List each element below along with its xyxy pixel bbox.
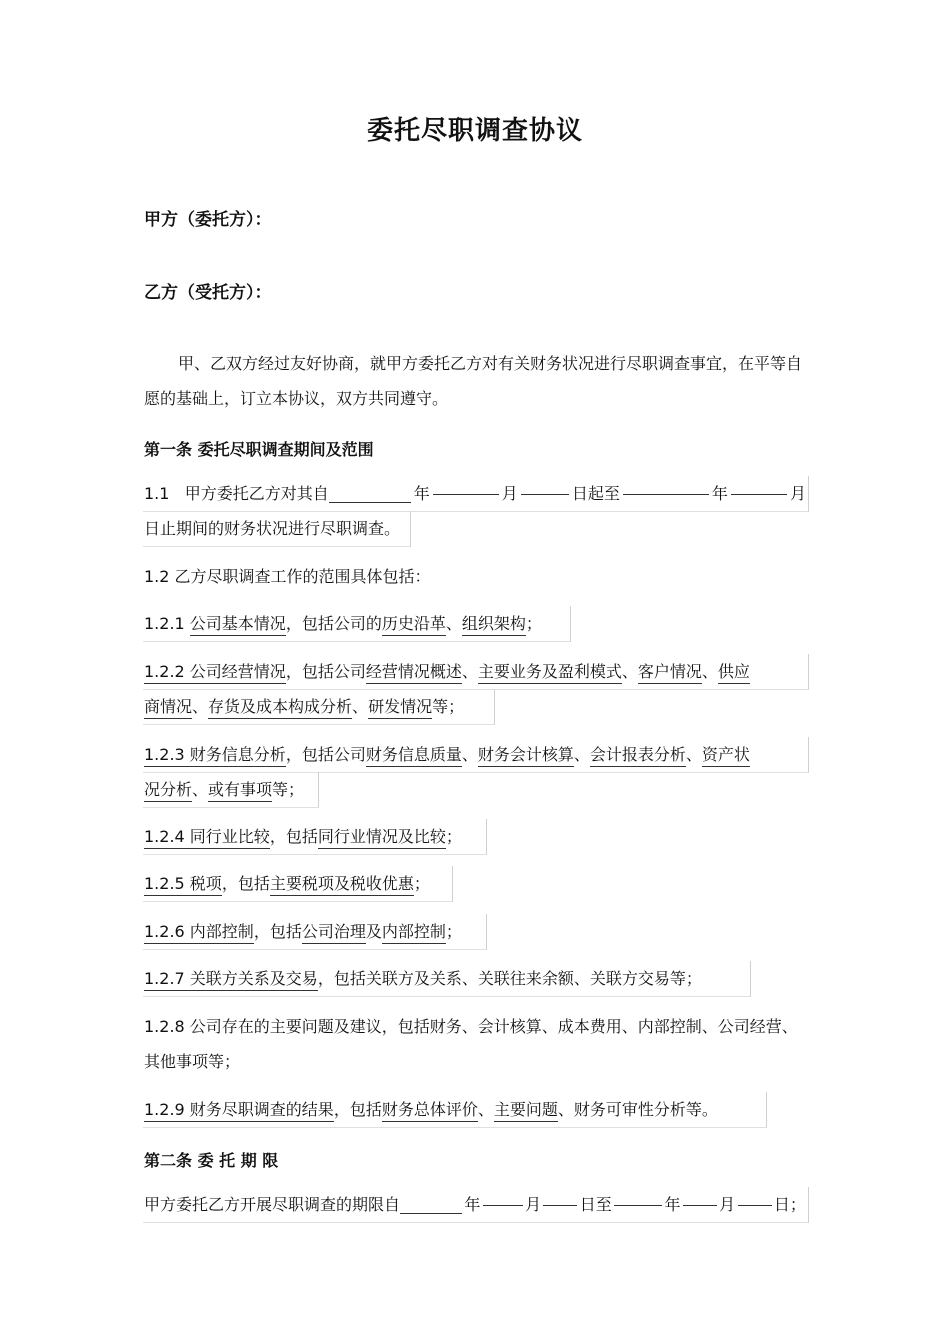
clause-1-1-line2: 日止期间的财务状况进行尽职调查。 <box>143 511 411 547</box>
period-end-day-blank[interactable] <box>738 1187 772 1206</box>
article-1-heading: 第一条 委托尽职调查期间及范围 <box>144 440 374 459</box>
clause-1-2-4: 1.2.4 同行业比较，包括同行业情况及比较； <box>143 819 487 855</box>
clause-1-2-6: 1.2.6 内部控制，包括公司治理及内部控制； <box>143 914 487 950</box>
clause-1-2-3: 1.2.3 财务信息分析，包括公司财务信息质量、财务会计核算、会计报表分析、资产状 <box>143 737 809 773</box>
period-start-day-blank[interactable] <box>543 1187 577 1206</box>
clause-1-2-1: 1.2.1 公司基本情况，包括公司的历史沿革、组织架构； <box>143 606 571 642</box>
end-month-blank[interactable] <box>731 476 787 495</box>
clause-1-2: 1.2 乙方尽职调查工作的范围具体包括： <box>144 567 431 586</box>
period-start-month-blank[interactable] <box>483 1187 523 1206</box>
start-month-blank[interactable] <box>433 476 499 495</box>
start-year-blank[interactable] <box>329 484 411 503</box>
clause-1-2-2-line2: 商情况、存货及成本构成分析、研发情况等； <box>143 689 495 725</box>
clause-1-2-5: 1.2.5 税项，包括主要税项及税收优惠； <box>143 866 453 902</box>
clause-1-2-8: 1.2.8 公司存在的主要问题及建议，包括财务、会计核算、成本费用、内部控制、公司经营、其他事项等； <box>144 1017 798 1071</box>
period-end-year-blank[interactable] <box>614 1187 662 1206</box>
article-2-clause: 甲方委托乙方开展尽职调查的期限自 年 月 日至 年 月 日； <box>143 1187 809 1223</box>
period-end-month-blank[interactable] <box>683 1187 717 1206</box>
intro-paragraph: 甲、乙双方经过友好协商，就甲方委托乙方对有关财务状况进行尽职调查事宜，在平等自愿的基础上，订立本协议，双方共同遵守。 <box>144 354 803 408</box>
clause-1-2-3-line2: 况分析、或有事项等； <box>143 772 319 808</box>
party-a-label: 甲方（委托方）： <box>144 210 272 230</box>
clause-1-2-7: 1.2.7 关联方关系及交易，包括关联方及关系、关联往来余额、关联方交易等； <box>143 961 751 997</box>
party-b-label: 乙方（受托方）： <box>144 283 272 303</box>
document-title: 委托尽职调查协议 <box>366 116 583 146</box>
clause-1-1: 1.1 甲方委托乙方对其自 年 月 日起至 年 月 <box>143 476 809 512</box>
start-day-blank[interactable] <box>521 476 569 495</box>
clause-1-2-2: 1.2.2 公司经营情况，包括公司经营情况概述、主要业务及盈利模式、客户情况、供应 <box>143 654 809 690</box>
article-2-heading: 第二条 委 托 期 限 <box>144 1151 279 1170</box>
period-start-year-blank[interactable] <box>400 1195 462 1214</box>
clause-1-2-9: 1.2.9 财务尽职调查的结果，包括财务总体评价、主要问题、财务可审性分析等。 <box>143 1092 767 1128</box>
end-year-blank[interactable] <box>623 476 709 495</box>
